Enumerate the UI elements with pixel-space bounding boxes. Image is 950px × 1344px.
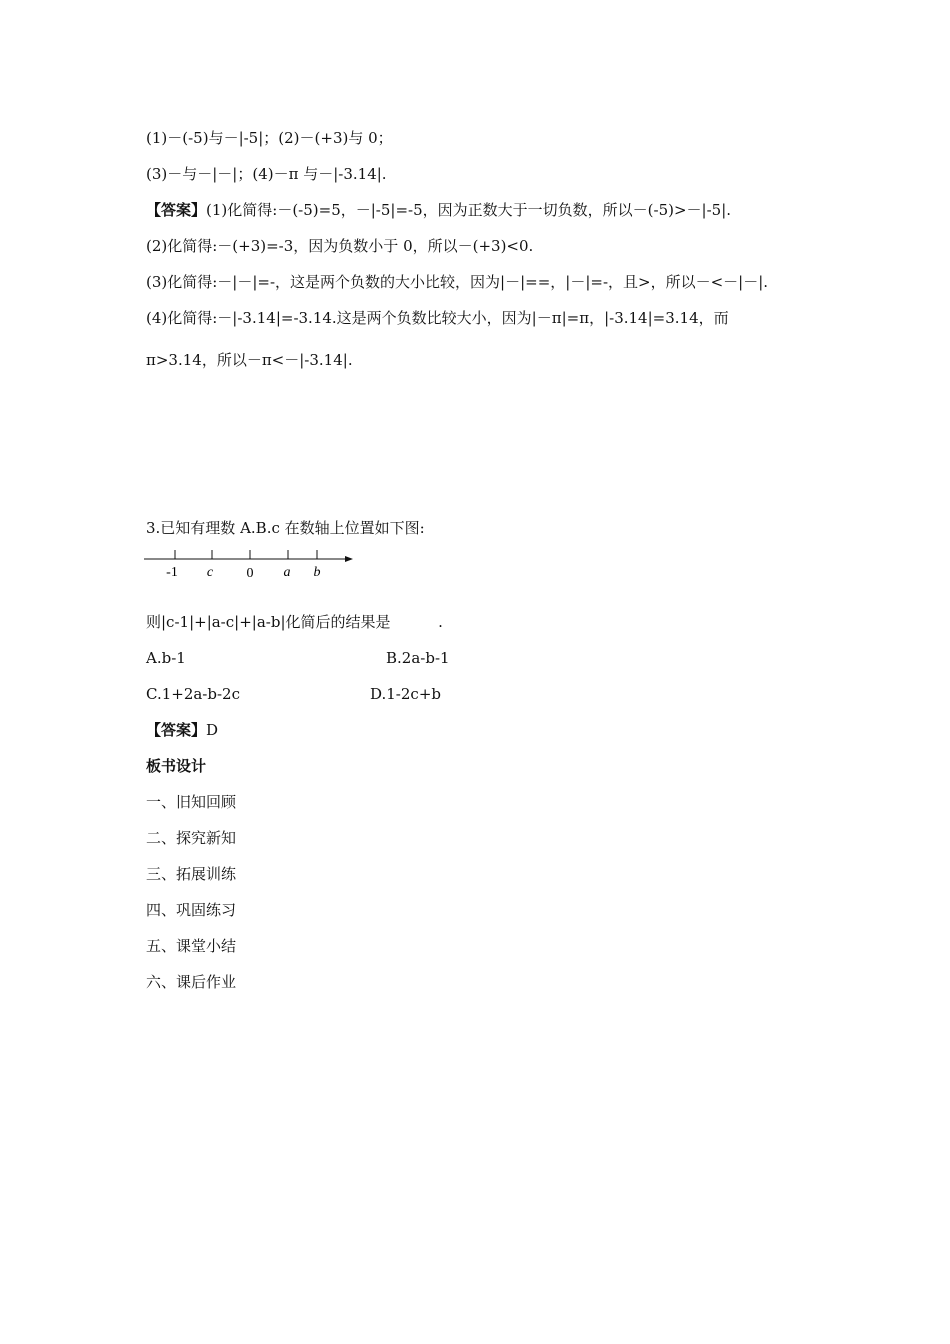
exercise-items-1-2: (1)－(-5)与－|-5|；(2)－(+3)与 0； (146, 129, 393, 147)
label-b: b (313, 565, 321, 580)
label-c: c (206, 565, 214, 580)
question-3-stem: 3.已知有理数 A.B.c 在数轴上位置如下图: (146, 519, 425, 537)
answer-line-2: (2)化简得:－(+3)=-3，因为负数小于 0，所以－(+3)<0. (146, 237, 534, 255)
option-a: A.b-1 (146, 649, 186, 667)
question-3-answer (146, 720, 218, 740)
answer-text-1: (1)化简得:－(-5)=5，－|-5|=-5，因为正数大于一切负数，所以－(-5)>－|-5|. (206, 201, 732, 219)
option-b: B.2a-b-1 (386, 649, 450, 667)
board-item-4: 四、巩固练习 (146, 901, 237, 919)
answer-line-3: (3)化简得:－|－|=-，这是两个负数的大小比较，因为|－|==，|－|=-，且>，所以－<－|－|. (146, 273, 769, 291)
board-item-5: 五、课堂小结 (146, 937, 237, 955)
question-3-prompt: 则|c-1|+|a-c|+|a-b|化简后的结果是 . (146, 613, 443, 631)
answer-value: D (206, 721, 219, 739)
answer-label: 【答案】 (146, 201, 207, 219)
answer-line-4b: π>3.14，所以－π<－|-3.14|. (146, 351, 353, 369)
answer-line-4a: (4)化简得:－|-3.14|=-3.14.这是两个负数比较大小，因为|－π|=π，|-3.14|=3.14，而 (146, 309, 729, 327)
label-zero: 0 (246, 566, 254, 581)
label-minus-one: -1 (166, 565, 178, 580)
board-design-title: 板书设计 (146, 757, 207, 775)
exercise-items-3-4: (3)－与－|－|；(4)－π 与－|-3.14|. (146, 165, 387, 183)
board-item-1: 一、旧知回顾 (146, 793, 237, 811)
board-item-3: 三、拓展训练 (146, 865, 237, 883)
answer-line-1 (146, 200, 731, 220)
board-item-6: 六、课后作业 (146, 973, 237, 991)
option-d: D.1-2c+b (370, 685, 441, 703)
number-line-figure (144, 546, 358, 582)
label-a: a (283, 565, 291, 580)
number-line-arrow (345, 556, 353, 562)
answer-label: 【答案】 (146, 721, 207, 739)
board-item-2: 二、探究新知 (146, 829, 237, 847)
option-c: C.1+2a-b-2c (146, 685, 240, 703)
